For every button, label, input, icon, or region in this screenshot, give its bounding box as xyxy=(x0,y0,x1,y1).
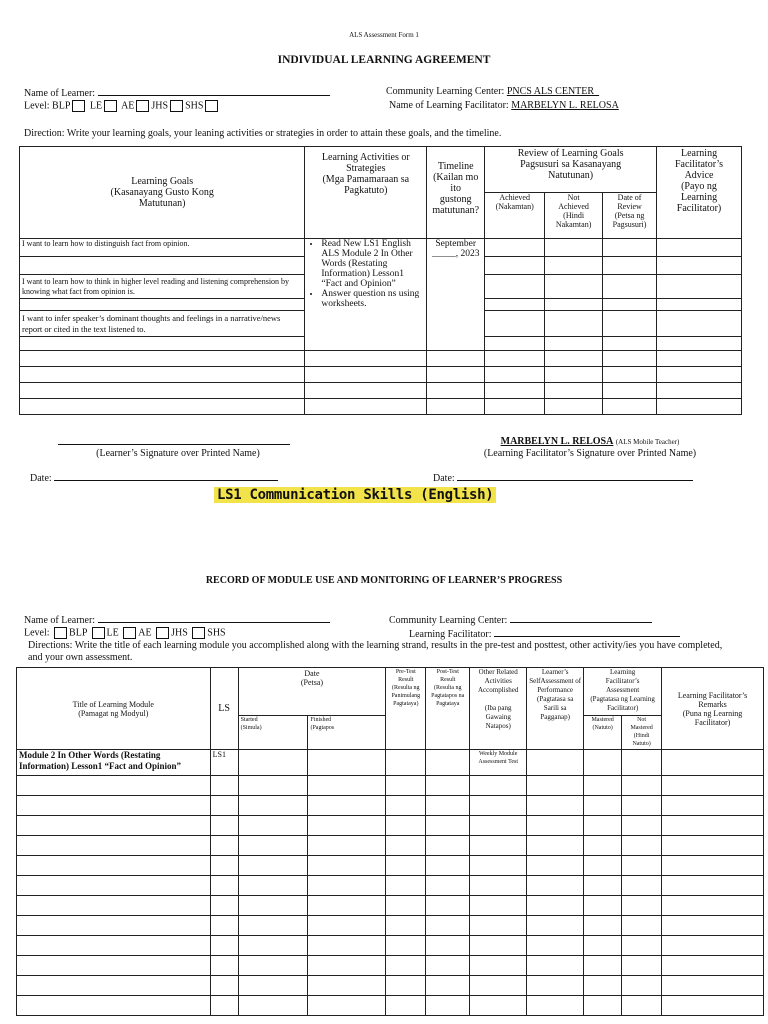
header-finished: Finished (Pagtapos xyxy=(308,716,386,750)
header-module-title: Title of Learning Module (Pamagat ng Modyul) xyxy=(17,668,211,750)
record-checkbox-jhs[interactable] xyxy=(156,627,169,639)
cell-advice[interactable] xyxy=(657,275,742,299)
record-facilitator-label: Learning Facilitator: xyxy=(409,629,492,640)
cell-not-achieved[interactable] xyxy=(545,239,603,257)
form-reference: ALS Assessment Form 1 xyxy=(349,31,419,39)
table-row[interactable] xyxy=(17,916,211,936)
table-row[interactable] xyxy=(17,956,211,976)
table-row[interactable] xyxy=(17,896,211,916)
checkbox-shs[interactable] xyxy=(205,100,218,112)
learner-signature-line[interactable] xyxy=(58,444,290,445)
goal-1: I want to learn how to distinguish fact from opinion. xyxy=(20,239,305,257)
facilitator-signature-name: MARBELYN L. RELOSA xyxy=(500,436,614,447)
table-row[interactable] xyxy=(20,351,305,367)
level-le: LE xyxy=(89,100,103,112)
module-row-ls: LS1 xyxy=(210,750,238,776)
header-not-achieved: Not Achieved (Hindi Nakamtan) xyxy=(545,193,603,239)
record-level-ae: AE xyxy=(138,627,152,639)
facilitator-value: MARBELYN L. RELOSA xyxy=(511,100,619,111)
cell-achieved[interactable] xyxy=(485,257,545,275)
page-title: INDIVIDUAL LEARNING AGREEMENT xyxy=(277,54,491,66)
learning-agreement-table xyxy=(19,146,742,415)
timeline-month: September xyxy=(435,239,477,249)
table-row[interactable] xyxy=(17,856,211,876)
learner-date-field xyxy=(30,471,278,484)
level-jhs: JHS xyxy=(151,100,169,112)
goal-3: I want to infer speaker’s dominant thoughts and feelings in a narrative/news report or cited in the text listened to. xyxy=(20,311,305,337)
cell-achieved[interactable] xyxy=(485,337,545,351)
activities-cell xyxy=(305,239,427,351)
record-name-line[interactable] xyxy=(98,613,330,623)
cell-not-achieved[interactable] xyxy=(545,311,603,337)
table-row[interactable] xyxy=(17,816,211,836)
learner-name-line xyxy=(98,86,330,96)
cell-date-review[interactable] xyxy=(603,299,657,311)
goal-blank[interactable] xyxy=(20,337,305,351)
header-remarks: Learning Facilitator’s Remarks (Puna ng Learning Facilitator) xyxy=(662,668,764,750)
cell-date-review[interactable] xyxy=(603,275,657,299)
facilitator-date-field xyxy=(433,471,693,484)
learner-signature-caption: (Learner’s Signature over Printed Name) xyxy=(96,448,260,459)
direction-text: Direction: Write your learning goals, your leaning activities or strategies in order to attain these goals, and the timeline. xyxy=(24,128,502,139)
table-row[interactable] xyxy=(17,836,211,856)
cell-advice[interactable] xyxy=(657,239,742,257)
cell-advice[interactable] xyxy=(657,299,742,311)
record-checkbox-shs[interactable] xyxy=(192,627,205,639)
cell-not-achieved[interactable] xyxy=(545,337,603,351)
checkbox-blp[interactable] xyxy=(72,100,85,112)
table-row[interactable] xyxy=(17,936,211,956)
module-row-other: Weekly Module Assessment Test xyxy=(470,750,527,776)
record-name-label: Name of Learner: xyxy=(24,615,96,626)
cell-mastered[interactable] xyxy=(584,750,622,776)
header-started: Started (Simula) xyxy=(238,716,308,750)
level-shs: SHS xyxy=(185,100,204,112)
table-row[interactable] xyxy=(17,976,211,996)
facilitator-signature xyxy=(430,436,750,447)
checkbox-jhs[interactable] xyxy=(170,100,183,112)
cell-date-review[interactable] xyxy=(603,337,657,351)
facilitator-field xyxy=(389,100,619,111)
clc-value: PNCS ALS CENTER_ xyxy=(506,86,600,97)
header-date: Date (Petsa) xyxy=(238,668,386,716)
record-clc-field xyxy=(389,613,652,626)
header-review: Review of Learning Goals Pagsusuri sa Kasanayang Natutunan) xyxy=(485,147,657,193)
module-row-title: Module 2 In Other Words (Restating Information) Lesson1 “Fact and Opinion” xyxy=(17,750,211,776)
cell-advice[interactable] xyxy=(657,337,742,351)
activity-1: • Read New LS1 English ALS Module 2 In Other Words (Restating Information) Lesson1 “Fact and Opinion” xyxy=(321,239,424,289)
cell-started[interactable] xyxy=(238,750,308,776)
header-posttest: Post-Test Result (Resulta ng Pagtatapos na Pagtataya xyxy=(426,668,470,750)
record-checkbox-blp[interactable] xyxy=(54,627,67,639)
table-row[interactable] xyxy=(17,776,211,796)
record-level-label: Level: xyxy=(24,627,50,639)
record-title: RECORD OF MODULE USE AND MONITORING OF LEARNER’S PROGRESS xyxy=(205,575,563,586)
header-timeline: Timeline (Kailan mo ito gustong matutunan? xyxy=(427,147,485,239)
level-label: Level: xyxy=(24,100,50,112)
record-clc-label: Community Learning Center: xyxy=(389,615,508,626)
record-facilitator-line[interactable] xyxy=(494,627,680,637)
cell-not-mastered[interactable] xyxy=(622,750,662,776)
record-learner-name-field xyxy=(24,613,330,626)
cell-achieved[interactable] xyxy=(485,299,545,311)
goal-blank[interactable] xyxy=(20,299,305,311)
header-lf-assessment: Learning Facilitator’s Assessment (Pagtatasa ng Learning Facilitator) xyxy=(584,668,662,716)
clc-field xyxy=(386,86,599,97)
record-checkbox-ae[interactable] xyxy=(123,627,136,639)
learner-name-label: Name of Learner: xyxy=(24,88,96,99)
learner-date-line[interactable] xyxy=(54,471,278,481)
record-facilitator-field xyxy=(409,627,680,640)
cell-pretest[interactable] xyxy=(386,750,426,776)
timeline-cell xyxy=(427,239,485,351)
learner-date-label: Date: xyxy=(30,473,52,484)
cell-advice[interactable] xyxy=(657,257,742,275)
table-row[interactable] xyxy=(17,996,211,1016)
module-record-table xyxy=(16,667,764,1016)
cell-date-review[interactable] xyxy=(603,257,657,275)
table-row[interactable] xyxy=(20,383,305,399)
cell-date-review[interactable] xyxy=(603,239,657,257)
record-directions: Directions: Write the title of each learning module you accomplished along with the learning strand, results in the pre-test and posttest, other activity/ies you have completed, and your own assessment. xyxy=(28,640,723,663)
cell-not-achieved[interactable] xyxy=(545,299,603,311)
clc-label: Community Learning Center: xyxy=(386,86,505,97)
table-row[interactable] xyxy=(20,399,305,415)
cell-not-achieved[interactable] xyxy=(545,257,603,275)
record-level-field xyxy=(24,627,226,639)
table-row[interactable] xyxy=(20,367,305,383)
facilitator-signature-caption: (Learning Facilitator’s Signature over Printed Name) xyxy=(483,448,697,459)
record-checkbox-le[interactable] xyxy=(92,627,105,639)
learner-name-field xyxy=(24,86,330,99)
cell-self-assessment[interactable] xyxy=(527,750,584,776)
header-self-assessment: Learner’s SelfAssessment of Performance (Pagtatasa sa Sarili sa Pagganap) xyxy=(527,668,584,750)
header-achieved: Achieved (Nakamtan) xyxy=(485,193,545,239)
header-other-activities: Other Related Activities Accomplished (Iba pang Gawaing Natapos) xyxy=(470,668,527,750)
facilitator-date-line[interactable] xyxy=(457,471,693,481)
cell-achieved[interactable] xyxy=(485,275,545,299)
header-pretest: Pre-Test Result (Resulta ng Panimulang Pagtataya) xyxy=(386,668,426,750)
level-ae: AE xyxy=(121,100,135,112)
facilitator-date-label: Date: xyxy=(433,473,455,484)
ls1-banner-text: LS1 Communication Skills (English) xyxy=(214,487,496,503)
activity-2: • Answer question ns using worksheets. xyxy=(321,289,424,309)
table-row[interactable] xyxy=(17,876,211,896)
checkbox-le[interactable] xyxy=(104,100,117,112)
goal-2: I want to learn how to think in higher level reading and listening comprehension by knowing what fact from opinion is. xyxy=(20,275,305,299)
cell-remarks[interactable] xyxy=(662,750,764,776)
cell-advice[interactable] xyxy=(657,311,742,337)
record-level-le: LE xyxy=(106,627,119,639)
header-ls: LS xyxy=(210,668,238,750)
facilitator-label: Name of Learning Facilitator: xyxy=(389,100,509,111)
cell-achieved[interactable] xyxy=(485,239,545,257)
cell-finished[interactable] xyxy=(308,750,386,776)
header-learning-activities: Learning Activities or Strategies (Mga Pamamaraan sa Pagkatuto) xyxy=(305,147,427,239)
header-advice: Learning Facilitator’s Advice (Payo ng Learning Facilitator) xyxy=(657,147,742,239)
cell-posttest[interactable] xyxy=(426,750,470,776)
header-learning-goals: Learning Goals (Kasanayang Gusto Kong Matutunan) xyxy=(20,147,305,239)
cell-achieved[interactable] xyxy=(485,311,545,337)
level-blp: BLP xyxy=(52,100,71,112)
record-level-blp: BLP xyxy=(69,627,88,639)
level-field xyxy=(24,100,220,112)
record-level-jhs: JHS xyxy=(171,627,188,639)
timeline-year: _____, 2023 xyxy=(431,249,480,259)
header-mastered: Mastered (Natuto) xyxy=(584,716,622,750)
goal-blank[interactable] xyxy=(20,257,305,275)
checkbox-ae[interactable] xyxy=(136,100,149,112)
header-not-mastered: Not Mastered (Hindi Natuto) xyxy=(622,716,662,750)
ls1-banner xyxy=(214,486,496,504)
cell-date-review[interactable] xyxy=(603,311,657,337)
record-level-shs: SHS xyxy=(207,627,226,639)
record-clc-line[interactable] xyxy=(510,613,652,623)
cell-not-achieved[interactable] xyxy=(545,275,603,299)
header-date-review: Date of Review (Petsa ng Pagsusuri) xyxy=(603,193,657,239)
facilitator-signature-role: (ALS Mobile Teacher) xyxy=(615,438,680,446)
table-row[interactable] xyxy=(17,796,211,816)
